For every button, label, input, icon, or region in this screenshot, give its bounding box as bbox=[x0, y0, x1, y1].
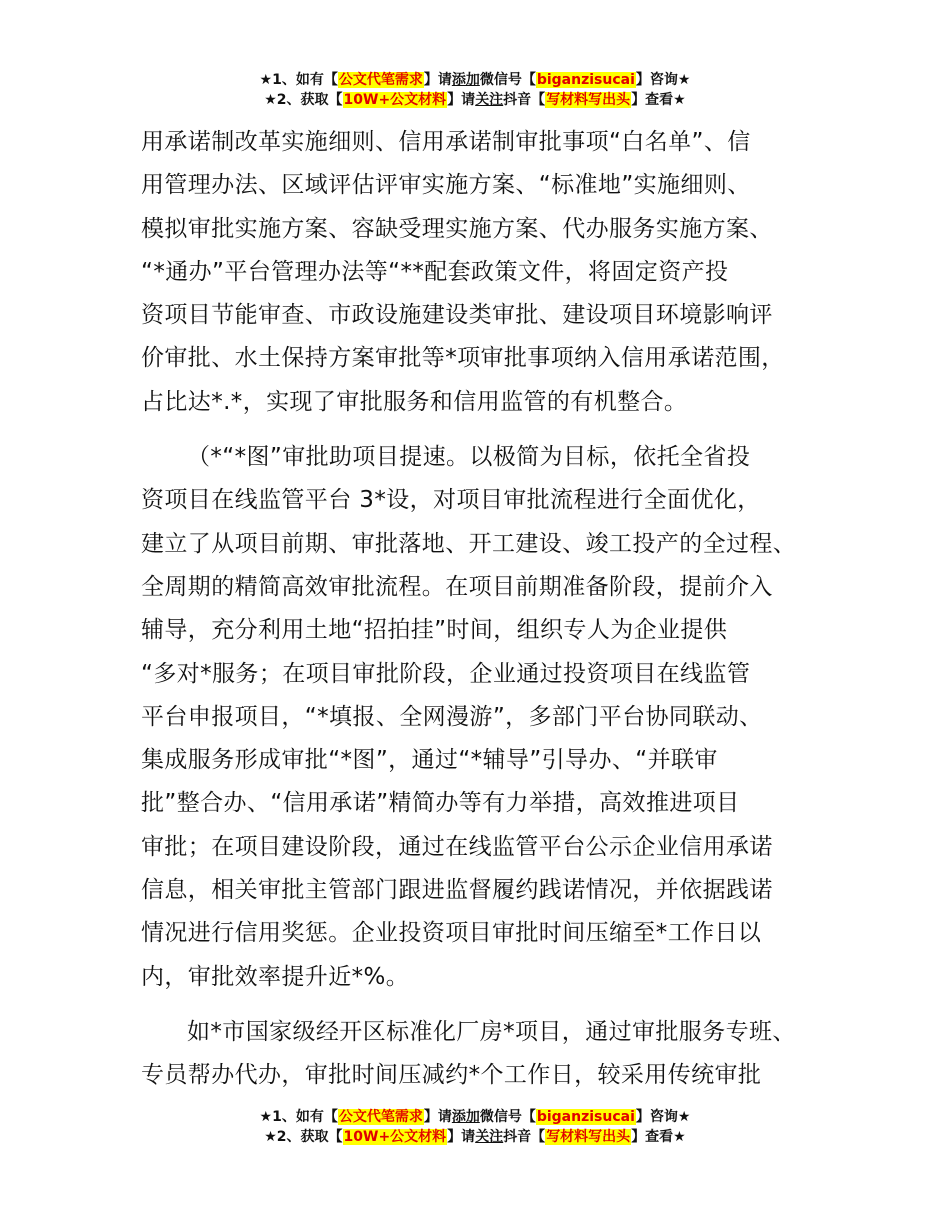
text-line: 用承诺制改革实施细则、信用承诺制审批事项“白名单”、信 bbox=[141, 129, 751, 155]
text-line: 占比达*.*，实现了审批服务和信用监管的有机整合。 bbox=[141, 388, 688, 415]
highlight-wechat-id: biganzisucai bbox=[536, 72, 635, 88]
text-line: 资项目节能审查、市政设施建设类审批、建设项目环境影响评 bbox=[141, 302, 773, 329]
text-line: （*“*图”审批助项目提速。以极简为目标，依托全省投 bbox=[187, 444, 751, 471]
underlined-text: 添加 bbox=[451, 72, 480, 88]
text-line: 专员帮办代办，审批时间压减约*个工作日，较采用传统审批 bbox=[141, 1062, 762, 1089]
text-line: 内，审批效率提升近*%。 bbox=[141, 963, 410, 990]
banner-text: ★2、获取【 bbox=[264, 1129, 343, 1145]
banner-text: 】请 bbox=[447, 92, 476, 108]
highlight-wechat-id: biganzisucai bbox=[536, 1109, 635, 1125]
highlight-service: 公文代笔需求 bbox=[338, 72, 423, 88]
banner-text: ★2、获取【 bbox=[264, 92, 343, 108]
text-line: 资项目在线监管平台 3*设，对项目审批流程进行全面优化， bbox=[141, 487, 761, 514]
text-line: “*通办”平台管理办法等“**配套政策文件，将固定资产投 bbox=[141, 258, 729, 285]
text-line: 全周期的精简高效审批流程。在项目前期准备阶段，提前介入 bbox=[141, 573, 773, 600]
banner-text: 】查看★ bbox=[631, 1129, 686, 1145]
banner-text: ★1、如有【 bbox=[259, 72, 338, 88]
underlined-text: 添加 bbox=[451, 1109, 480, 1125]
banner-line-1 bbox=[0, 1107, 950, 1127]
text-line: 集成服务形成审批“*图”，通过“*辅导”引导办、“并联审 bbox=[141, 747, 718, 774]
banner-text: 抖音【 bbox=[503, 92, 546, 108]
header-banner bbox=[0, 70, 950, 110]
banner-text: 】咨询★ bbox=[635, 72, 691, 88]
banner-text: 微信号【 bbox=[479, 72, 536, 88]
paragraph-3 bbox=[141, 1011, 831, 1098]
highlight-service: 公文代笔需求 bbox=[338, 1109, 423, 1125]
banner-text: 】查看★ bbox=[631, 92, 686, 108]
text-line: 信息，相关审批主管部门跟进监督履约践诺情况，并依据践诺 bbox=[141, 877, 773, 904]
document-body bbox=[141, 121, 831, 1098]
text-line: 情况进行信用奖惩。企业投资项目审批时间压缩至*工作日以 bbox=[141, 920, 762, 947]
text-line: “多对*服务；在项目审批阶段，企业通过投资项目在线监管 bbox=[141, 660, 751, 687]
text-line: 辅导，充分利用土地“招拍挂”时间，组织专人为企业提供 bbox=[141, 617, 728, 644]
banner-text: 】请 bbox=[423, 1109, 452, 1125]
banner-text: 】请 bbox=[447, 1129, 476, 1145]
highlight-douyin-account: 写材料写出头 bbox=[546, 1129, 631, 1145]
banner-line-2 bbox=[0, 90, 950, 110]
text-line: 建立了从项目前期、审批落地、开工建设、竣工投产的全过程、 bbox=[141, 530, 797, 557]
banner-text: 微信号【 bbox=[479, 1109, 536, 1125]
paragraph-1 bbox=[141, 121, 831, 424]
banner-text: 】咨询★ bbox=[635, 1109, 691, 1125]
footer-banner bbox=[0, 1107, 950, 1147]
text-line: 价审批、水土保持方案审批等*项审批事项纳入信用承诺范围， bbox=[141, 345, 785, 372]
banner-text: ★1、如有【 bbox=[259, 1109, 338, 1125]
highlight-materials: 10W+公文材料 bbox=[343, 1129, 447, 1145]
text-line: 审批；在项目建设阶段，通过在线监管平台公示企业信用承诺 bbox=[141, 833, 773, 860]
banner-line-2 bbox=[0, 1127, 950, 1147]
banner-line-1 bbox=[0, 70, 950, 90]
highlight-douyin-account: 写材料写出头 bbox=[546, 92, 631, 108]
underlined-text: 关注 bbox=[475, 92, 504, 108]
text-line: 如*市国家级经开区标准化厂房*项目，通过审批服务专班、 bbox=[187, 1018, 796, 1045]
text-line: 平台申报项目，“*填报、全网漫游”，多部门平台协同联动、 bbox=[141, 703, 763, 730]
text-line: 批”整合办、“信用承诺”精简办等有力举措，高效推进项目 bbox=[141, 790, 740, 817]
underlined-text: 关注 bbox=[475, 1129, 504, 1145]
text-line: 模拟审批实施方案、容缺受理实施方案、代办服务实施方案、 bbox=[141, 215, 773, 242]
text-line: 用管理办法、区域评估评审实施方案、“标准地”实施细则、 bbox=[141, 172, 751, 199]
banner-text: 抖音【 bbox=[503, 1129, 546, 1145]
banner-text: 】请 bbox=[423, 72, 452, 88]
highlight-materials: 10W+公文材料 bbox=[343, 92, 447, 108]
paragraph-2 bbox=[141, 436, 831, 999]
